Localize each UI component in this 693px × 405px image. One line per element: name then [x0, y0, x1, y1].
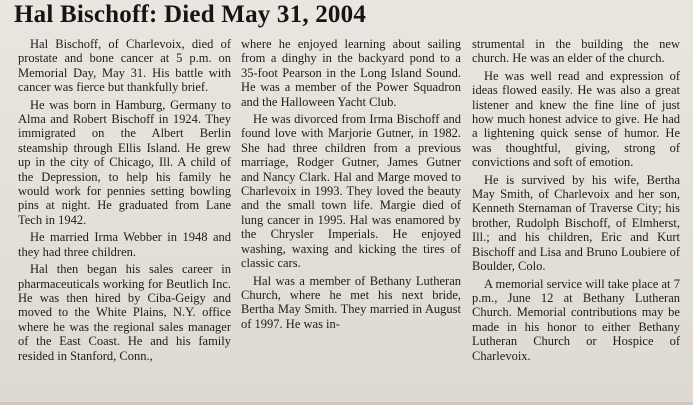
paragraph: Hal was a member of Bethany Lutheran Church, where he met his next bride, Bertha May Smith. They married in August of 1997. He was in-: [241, 273, 461, 331]
paragraph: He was born in Hamburg, Germany to Alma and Robert Bischoff in 1924. They immigrated on the Albert Berlin steamship through Ellis Island. He grew up in the city of Chicago, Ill. A child of the Depression, to help his family he would work for pennies setting bowling pins at night. He graduated from Lane Tech in 1942.: [18, 97, 231, 227]
paragraph: He married Irma Webber in 1948 and they had three children.: [18, 230, 231, 259]
headline: Hal Bischoff: Died May 31, 2004: [14, 1, 367, 28]
column-2: [241, 37, 461, 334]
column-3: [472, 37, 680, 366]
paragraph: He was divorced from Irma Bischoff and found love with Marjorie Gutner, in 1982. She had three children from a previous marriage, Rodger Gutner, James Gutner and Nancy Clark. Hal and Marge moved to Charlevoix in 1993. They loved the beauty and the small town life. Margie died of lung cancer in 1995. Hal was enamored by the Chrysler Imperials. He enjoyed washing, waxing and kicking the tires of classic cars.: [241, 112, 461, 271]
paragraph: He is survived by his wife, Bertha May Smith, of Charlevoix and her son, Kenneth Sternaman of Traverse City; his brother, Rudolph Bischoff, of Elmherst, Ill.; and his children, Eric and Kurt Bischoff and Lisa and Bruno Loubiere of Boulder, Colo.: [472, 172, 680, 274]
column-1: [18, 37, 231, 366]
paragraph: A memorial service will take place at 7 p.m., June 12 at Bethany Lutheran Church. Memorial contributions may be made in his honor to either Bethany Lutheran Church or Hospice of Charlevoix.: [472, 276, 680, 363]
paragraph: strumental in the building the new church. He was an elder of the church.: [472, 37, 680, 66]
paragraph: where he enjoyed learning about sailing from a dinghy in the backyard pond to a 35-foot Pearson in the Long Island Sound. He was a member of the Power Squadron and the Halloween Yacht Club.: [241, 37, 461, 109]
paragraph: He was well read and expression of ideas flowed easily. He was also a great listener and knew the fine line of just how much honest advice to give. He had a lightening quick sense of humor. He was thoughtful, giving, strong of convictions and soft of emotion.: [472, 68, 680, 170]
paragraph: Hal Bischoff, of Charlevoix, died of prostate and bone cancer at 5 p.m. on Memorial Day, May 31. His battle with cancer was fierce but thankfully brief.: [18, 37, 231, 95]
paragraph: Hal then began his sales career in pharmaceuticals working for Beutlich Inc. He was then hired by Ciba-Geigy and moved to the White Plains, N.Y. office where he was the regional sales manager of the East Coast. He and his family resided in Stanford, Conn.,: [18, 262, 231, 363]
